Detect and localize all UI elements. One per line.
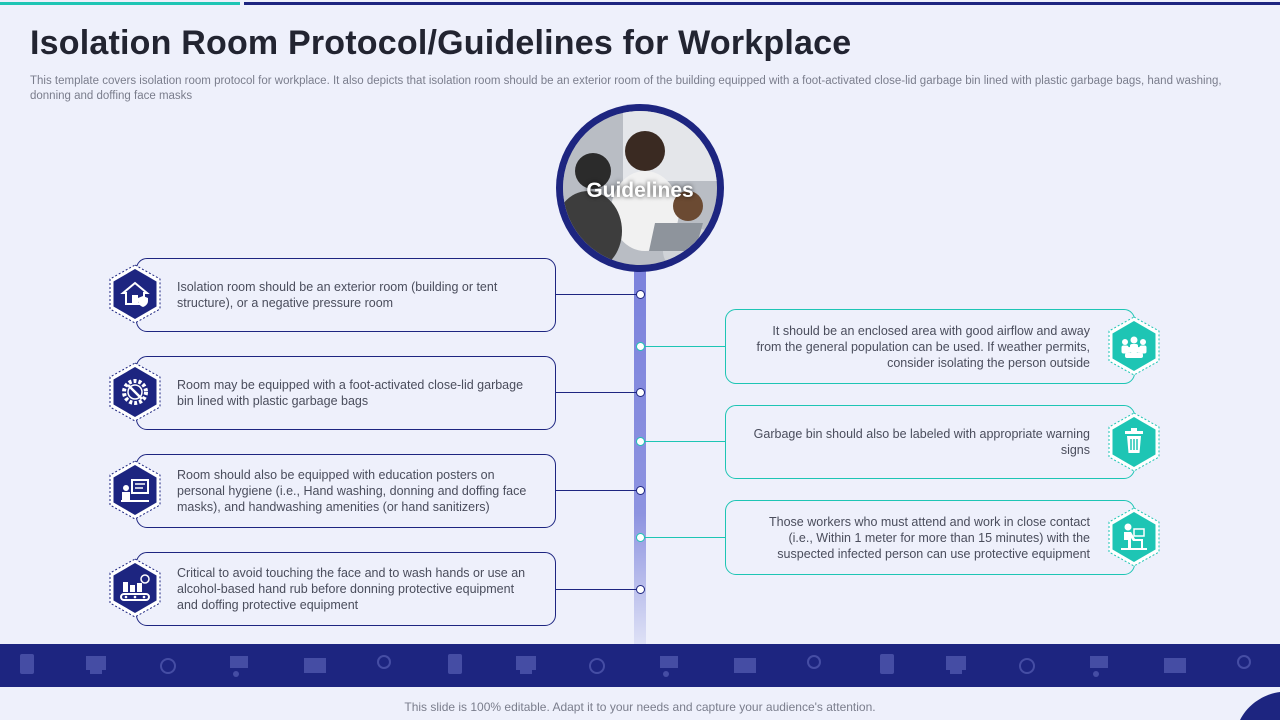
right-node-1 xyxy=(636,342,645,351)
left-card-3 xyxy=(136,454,556,528)
right-card-1-text: It should be an enclosed area with good airflow and away from the general population can be used. If weather permits, consider isolating the person outside xyxy=(756,323,1090,370)
left-card-2 xyxy=(136,356,556,430)
left-card-1-text: Isolation room should be an exterior room (building or tent structure), or a negative pressure room xyxy=(177,280,498,310)
right-connector-2 xyxy=(645,441,725,442)
presentation-board-icon xyxy=(105,460,165,520)
corner-decoration xyxy=(1240,692,1280,720)
guidelines-photo xyxy=(563,111,717,265)
guidelines-label: Guidelines xyxy=(586,179,694,202)
right-card-2-text: Garbage bin should also be labeled with appropriate warning signs xyxy=(753,427,1090,457)
right-card-3 xyxy=(725,500,1135,575)
left-card-1 xyxy=(136,258,556,332)
house-shield-icon xyxy=(105,264,165,324)
left-node-4 xyxy=(636,585,645,594)
worker-desk-icon xyxy=(1104,507,1164,567)
guidelines-circle xyxy=(556,104,724,272)
right-card-3-text: Those workers who must attend and work in close contact (i.e., Within 1 meter for more than 15 minutes) with the suspected infected person can use protective equipment xyxy=(769,514,1090,561)
decorative-icon-band xyxy=(0,644,1280,687)
right-card-1 xyxy=(725,309,1135,384)
right-card-2 xyxy=(725,405,1135,479)
top-accent-teal xyxy=(0,2,240,5)
left-card-2-text: Room may be equipped with a foot-activated close-lid garbage bin lined with plastic garbage bags xyxy=(177,378,524,408)
right-node-2 xyxy=(636,437,645,446)
left-card-3-text: Room should also be equipped with education posters on personal hygiene (i.e., Hand washing, donning and doffing face masks), and handwashing amenities (or hand sanitizers) xyxy=(177,468,527,514)
left-node-2 xyxy=(636,388,645,397)
right-connector-3 xyxy=(645,537,725,538)
factory-conveyor-icon xyxy=(105,558,165,618)
left-card-4-text: Critical to avoid touching the face and to wash hands or use an alcohol-based hand rub before donning protective equipment and doffing protective equipment xyxy=(177,566,526,612)
trash-bin-icon xyxy=(1104,412,1164,472)
right-node-3 xyxy=(636,533,645,542)
page-title: Isolation Room Protocol/Guidelines for Workplace xyxy=(30,24,852,62)
top-accent-navy xyxy=(244,2,1280,5)
footer-note: This slide is 100% editable. Adapt it to your needs and capture your audience's attention. xyxy=(404,700,876,714)
page-subtitle: This template covers isolation room protocol for workplace. It also depicts that isolation room should be an exterior room of the building equipped with a foot-activated close-lid garbage bin lined with plastic garbage bags, hand washing, donning and doffing face masks xyxy=(30,75,1222,102)
right-connector-1 xyxy=(645,346,725,347)
left-connector-1 xyxy=(556,294,636,295)
left-node-1 xyxy=(636,290,645,299)
left-connector-2 xyxy=(556,392,636,393)
group-people-icon xyxy=(1104,316,1164,376)
left-connector-4 xyxy=(556,589,636,590)
left-card-4 xyxy=(136,552,556,626)
left-node-3 xyxy=(636,486,645,495)
left-connector-3 xyxy=(556,490,636,491)
gear-wrench-icon xyxy=(105,362,165,422)
